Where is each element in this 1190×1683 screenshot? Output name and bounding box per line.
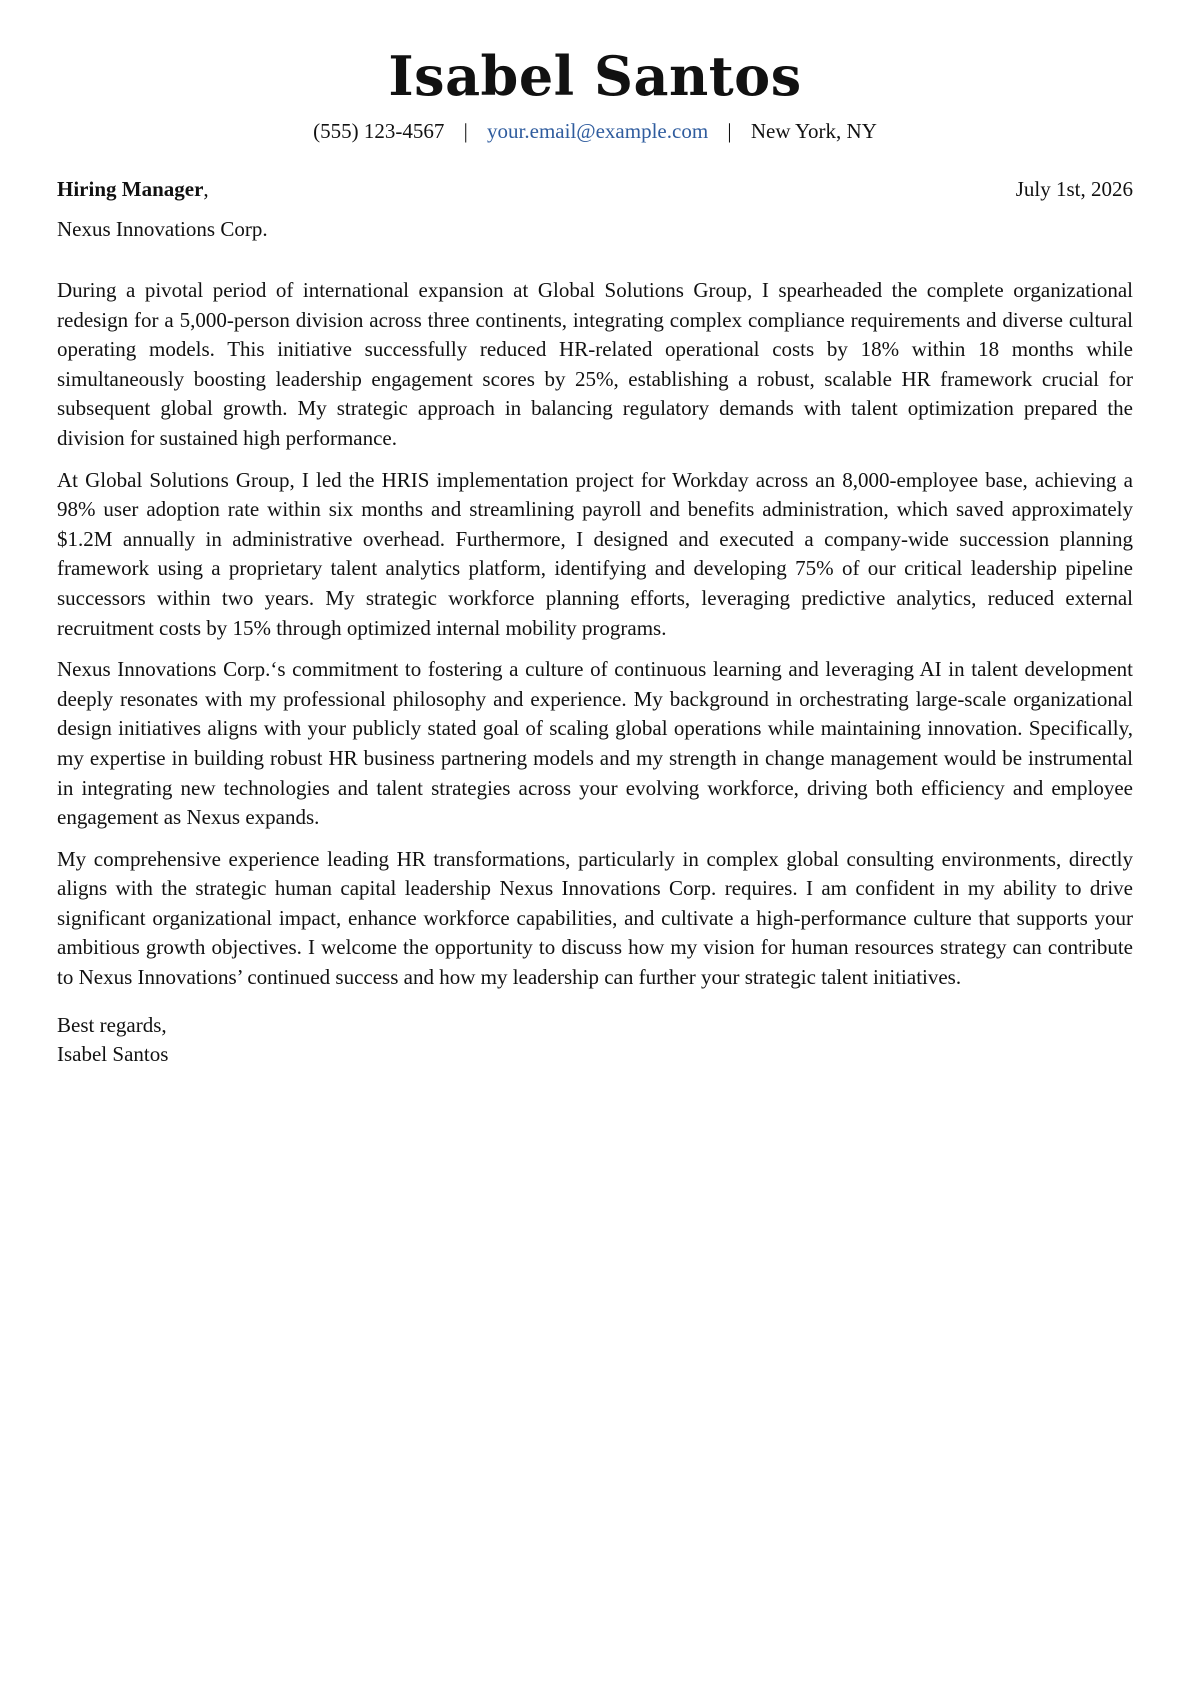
recipient-greeting	[57, 174, 209, 204]
letter-header	[57, 0, 1133, 146]
applicant-name: Isabel Santos	[388, 44, 802, 108]
email-link[interactable]: your.email@example.com	[487, 119, 709, 143]
location: New York, NY	[750, 119, 877, 143]
signature-name: Isabel Santos	[57, 1041, 169, 1066]
recipient-title: Hiring Manager	[57, 177, 204, 201]
body-paragraph: At Global Solutions Group, I led the HRIS implementation project for Workday across an 8,000-employee base, achieving a 98% user adoption rate within six months and streamlining payroll and benefits administration, which saved approximately $1.2M annually in administrative overhead. Furthermore, I designed and executed a company-wide succession planning framework using a proprietary talent analytics platform, identifying and developing 75% of our critical leadership pipeline successors within two years. My strategic workforce planning efforts, leveraging predictive analytics, reduced external recruitment costs by 15% through optimized internal mobility programs.	[57, 467, 1133, 640]
recipient-title-suffix: ,	[203, 177, 209, 201]
contact-separator: |	[727, 119, 732, 143]
recipient-row	[57, 174, 1133, 204]
contact-line	[57, 116, 1133, 146]
contact-separator: |	[463, 119, 468, 143]
body-paragraph: Nexus Innovations Corp.‘s commitment to fostering a culture of continuous learning and leveraging AI in talent development deeply resonates with my professional philosophy and experience. My background in orchestrating large-scale organizational design initiatives aligns with your publicly stated goal of scaling global operations while maintaining innovation. Specifically, my expertise in building robust HR business partnering models and my strength in change management would be instrumental in integrating new technologies and talent strategies across your evolving workforce, driving both efficiency and employee engagement as Nexus expands.	[57, 657, 1133, 830]
letter-body	[57, 276, 1133, 993]
letter-closing	[57, 1011, 1133, 1069]
body-paragraph: My comprehensive experience leading HR transformations, particularly in complex global consulting environments, directly aligns with the strategic human capital leadership Nexus Innovations Corp. requires. I am confident in my ability to drive significant organizational impact, enhance workforce capabilities, and cultivate a high-performance culture that supports your ambitious growth objectives. I welcome the opportunity to discuss how my vision for human resources strategy can contribute to Nexus Innovations’ continued success and how my leadership can further your strategic talent initiatives.	[57, 846, 1133, 990]
letter-date: July 1st, 2026	[1015, 177, 1133, 201]
recipient-company: Nexus Innovations Corp.	[57, 217, 268, 241]
body-paragraph: During a pivotal period of international expansion at Global Solutions Group, I spearheaded the complete organizational redesign for a 5,000-person division across three continents, integrating complex compliance requirements and diverse cultural operating models. This initiative successfully reduced HR-related operational costs by 18% within 18 months while simultaneously boosting leadership engagement scores by 25%, establishing a robust, scalable HR framework crucial for subsequent global growth. My strategic approach in balancing regulatory demands with talent optimization prepared the division for sustained high performance.	[57, 278, 1133, 450]
phone-number: (555) 123-4567	[313, 119, 445, 143]
closing-salutation: Best regards,	[57, 1012, 167, 1037]
